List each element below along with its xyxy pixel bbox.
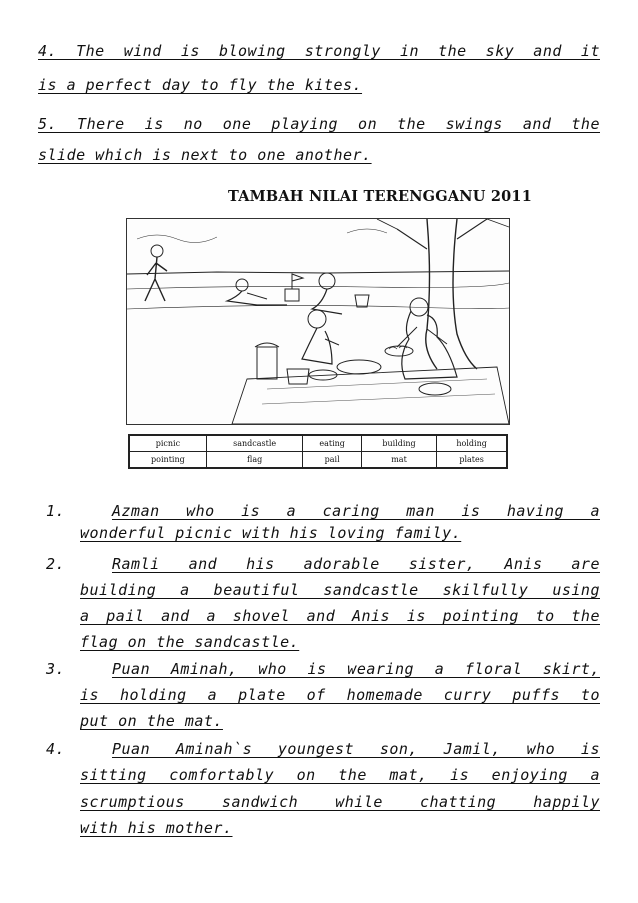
vocabulary-table [128,434,508,469]
table-cell: plates [437,452,507,469]
answer-4-line-3: scrumptious sandwich while chatting happily [80,793,600,811]
table-cell: pail [303,452,361,469]
sentence-5-line-1: 5. There is no one playing on the swings and the [38,115,600,133]
answer-number: 1. [46,502,66,520]
picnic-illustration [126,218,510,425]
answer-4-line-2: sitting comfortably on the mat, is enjoying a [80,766,600,784]
table-cell: flag [206,452,303,469]
table-cell: picnic [129,435,206,452]
sentence-4-line-1: 4. The wind is blowing strongly in the sky and it [38,42,600,60]
answer-number: 3. [46,660,66,678]
answer-2-line-3: a pail and a shovel and Anis is pointing to the [80,607,600,625]
table-cell: sandcastle [206,435,303,452]
answer-3-line-2: is holding a plate of homemade curry puffs to [80,686,600,704]
answer-3-line-1: Puan Aminah, who is wearing a floral skirt, [112,660,600,678]
answer-1-line-1: Azman who is a caring man is having a [112,502,600,520]
answer-1-line-2: wonderful picnic with his loving family. [80,524,462,542]
table-cell: holding [437,435,507,452]
table-cell: building [361,435,436,452]
answer-number: 2. [46,555,66,573]
answer-2-line-1: Ramli and his adorable sister, Anis are [112,555,600,573]
sentence-5-line-2: slide which is next to one another. [38,146,372,164]
answer-2-line-4: flag on the sandcastle. [80,633,300,651]
sentence-4-line-2: is a perfect day to fly the kites. [38,76,363,94]
table-cell: pointing [129,452,206,469]
table-row [129,452,507,469]
answer-number: 4. [46,740,66,758]
table-row [129,435,507,452]
answer-4-line-4: with his mother. [80,819,233,837]
section-heading: TAMBAH NILAI TERENGGANU 2011 [228,188,532,205]
table-cell: mat [361,452,436,469]
answer-3-line-3: put on the mat. [80,712,223,730]
answer-2-line-2: building a beautiful sandcastle skilfully using [80,581,600,599]
answer-4-line-1: Puan Aminah`s youngest son, Jamil, who is [112,740,600,758]
table-cell: eating [303,435,361,452]
